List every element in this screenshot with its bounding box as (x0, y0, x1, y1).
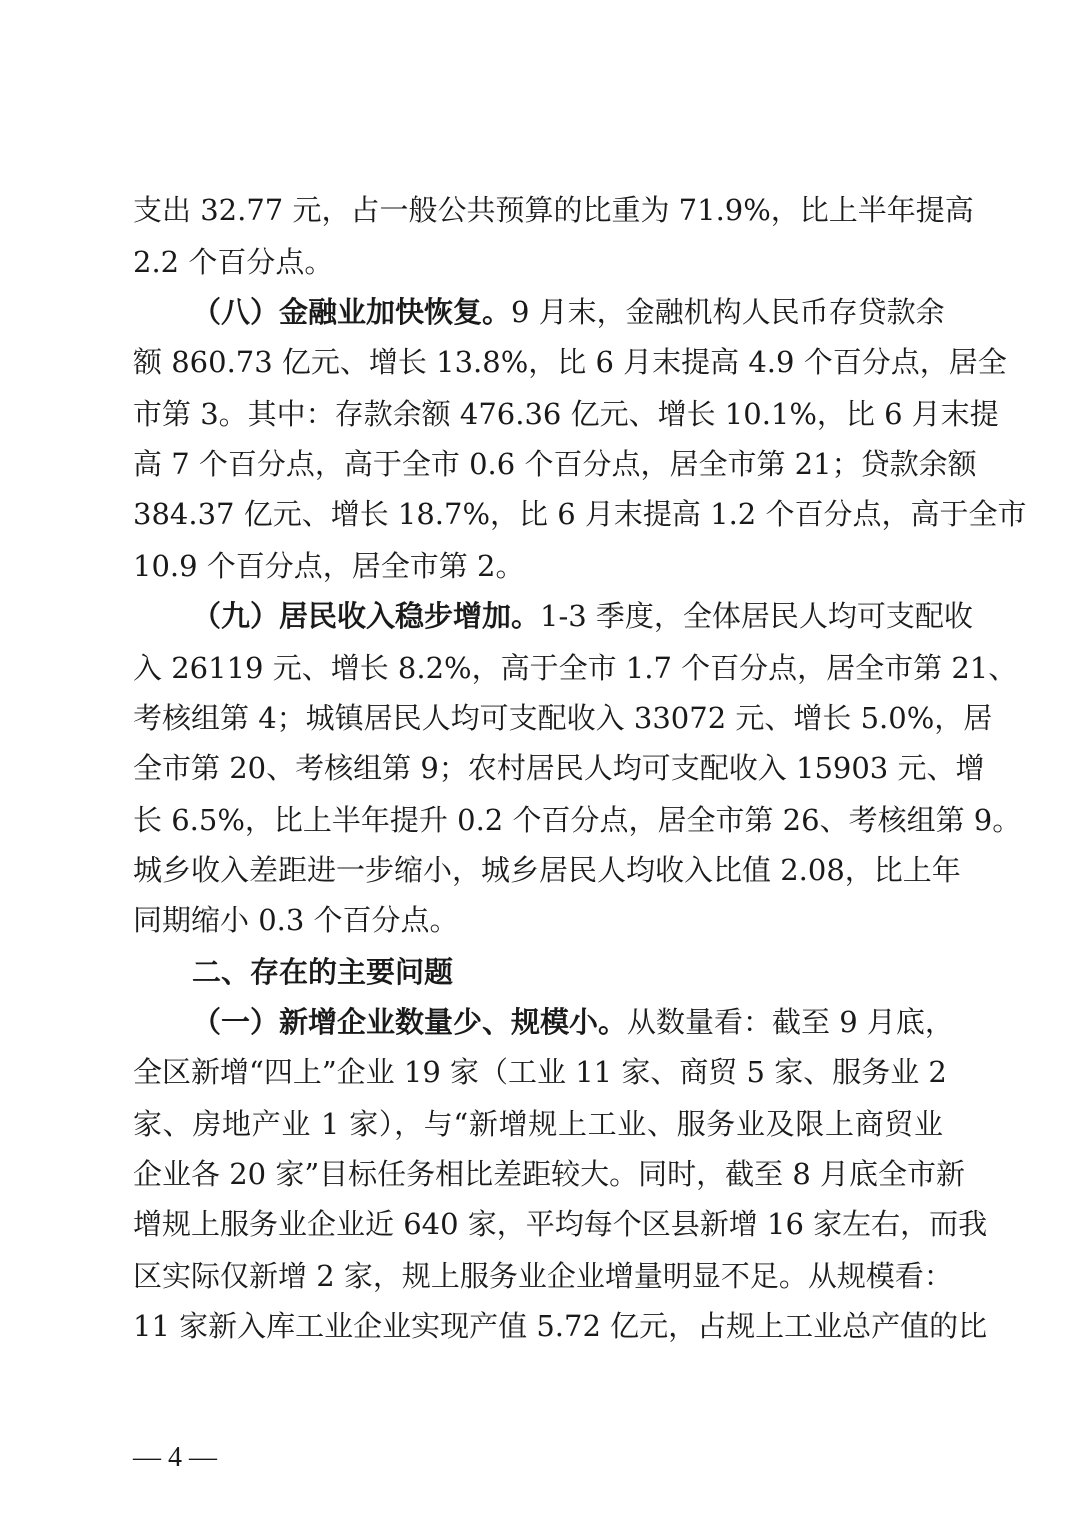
text-line: 市第 3。其中：存款余额 476.36 亿元、增长 10.1%，比 6 月末提 (133, 397, 999, 431)
text-line: 全市第 20、考核组第 9；农村居民人均可支配收入 15903 元、增 (133, 751, 985, 785)
text-line: 11 家新入库工业企业实现产值 5.72 亿元，占规上工业总产值的比 (133, 1309, 988, 1343)
text-line: 额 860.73 亿元、增长 13.8%，比 6 月末提高 4.9 个百分点，居全 (133, 345, 1007, 379)
text-line: 家、房地产业 1 家），与“新增规上工业、服务业及限上商贸业 (133, 1107, 943, 1141)
text-line: 高 7 个百分点，高于全市 0.6 个百分点，居全市第 21；贷款余额 (133, 447, 977, 481)
text-line: 入 26119 元、增长 8.2%，高于全市 1.7 个百分点，居全市第 21、 (133, 651, 1018, 685)
text-line: 2.2 个百分点。 (133, 245, 334, 279)
text-line: 长 6.5%，比上半年提升 0.2 个百分点，居全市第 26、考核组第 9。 (133, 803, 1022, 837)
section-heading-new-enterprises: （一）新增企业数量少、规模小。从数量看：截至 9 月底， (192, 1005, 954, 1039)
text-line: 同期缩小 0.3 个百分点。 (133, 903, 459, 937)
section-heading-finance: （八）金融业加快恢复。9 月末，金融机构人民币存贷款余 (192, 295, 945, 329)
text-line: 城乡收入差距进一步缩小，城乡居民人均收入比值 2.08，比上年 (133, 853, 961, 887)
text-line: 企业各 20 家”目标任务相比差距较大。同时，截至 8 月底全市新 (133, 1157, 966, 1191)
text-line: 10.9 个百分点，居全市第 2。 (133, 549, 525, 583)
text-line: 增规上服务业企业近 640 家，平均每个区县新增 16 家左右，而我 (133, 1207, 988, 1241)
text-line: 支出 32.77 元，占一般公共预算的比重为 71.9%，比上半年提高 (133, 193, 974, 227)
text-line: 384.37 亿元、增长 18.7%，比 6 月末提高 1.2 个百分点，高于全市 (133, 497, 1027, 531)
text-line: 考核组第 4；城镇居民人均可支配收入 33072 元、增长 5.0%，居 (133, 701, 993, 735)
text-line: 全区新增“四上”企业 19 家（工业 11 家、商贸 5 家、服务业 2 (133, 1055, 947, 1089)
page-number: — 4 — (133, 1442, 217, 1473)
section-heading-income: （九）居民收入稳步增加。1-3 季度，全体居民人均可支配收 (192, 599, 973, 633)
text-line: 区实际仅新增 2 家，规上服务业企业增量明显不足。从规模看： (133, 1259, 953, 1293)
chapter-heading-problems: 二、存在的主要问题 (192, 955, 454, 989)
